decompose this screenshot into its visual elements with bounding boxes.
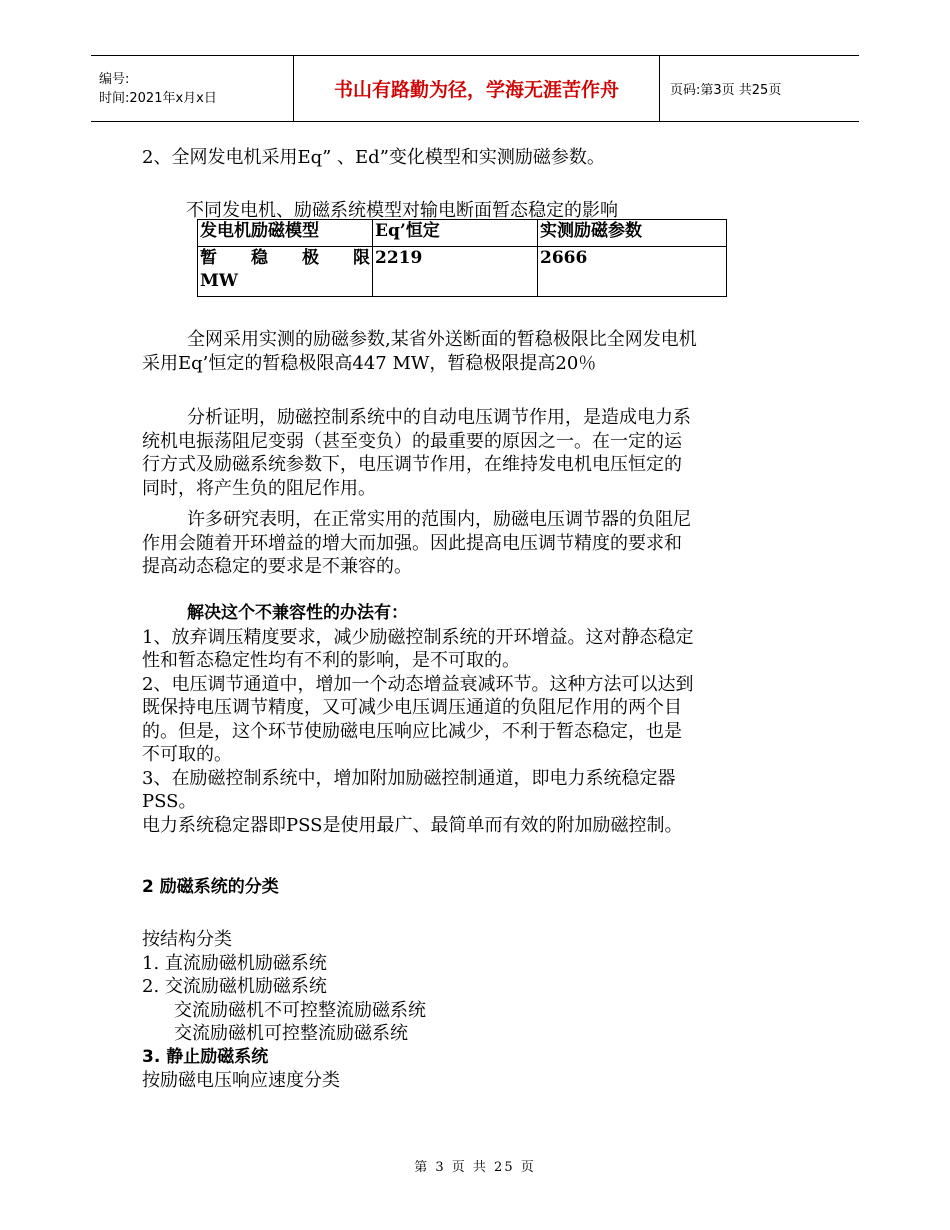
- text-line: 不可取的。: [142, 744, 232, 765]
- table-cell: 2219: [373, 247, 538, 297]
- text-line: 电力系统稳定器即PSS是使用最广、最简单而有效的附加励磁控制。: [142, 814, 683, 836]
- header-left-cell: [91, 56, 294, 122]
- paragraph-3: [142, 508, 810, 579]
- text-line: 既保持电压调节精度，又可减少电压调压通道的负阻尼作用的两个目: [142, 697, 682, 718]
- text-line: 性和暂态稳定性均有不利的影响，是不可取的。: [142, 650, 520, 671]
- text-line: PSS。: [142, 791, 197, 812]
- text-line: 行方式及励磁系统参数下，电压调节作用，在维持发电机电压恒定的: [142, 454, 682, 475]
- intro-line: [142, 146, 810, 170]
- text-line: 全网采用实测的励磁参数,某省外送断面的暂稳极限比全网发电机: [187, 329, 697, 350]
- list-subitem: 交流励磁机可控整流励磁系统: [174, 1023, 408, 1044]
- page-header: [91, 55, 859, 122]
- section-title: 2 励磁系统的分类: [142, 877, 279, 897]
- list-subitem: 交流励磁机不可控整流励磁系统: [174, 999, 426, 1021]
- text-line: 3、在励磁控制系统中，增加附加励磁控制通道，即电力系统稳定器: [142, 767, 676, 789]
- section-2: [142, 876, 810, 900]
- table-header-cell: 发电机励磁模型: [198, 220, 373, 247]
- table-header-cell: Eq’恒定: [373, 220, 538, 247]
- list-item: 1. 直流励磁机励磁系统: [142, 952, 327, 974]
- text-line: 统机电振荡阻尼变弱（甚至变负）的最重要的原因之一。在一定的运: [142, 430, 682, 452]
- row-label-char: 稳: [251, 248, 268, 268]
- intro-text: 2、全网发电机采用Eq” 、Ed”变化模型和实测励磁参数。: [142, 147, 605, 168]
- text-line: 同时，将产生负的阻尼作用。: [142, 477, 376, 499]
- table-header-row: [198, 220, 727, 247]
- row-label-char: 极: [302, 248, 319, 268]
- text-line: 2、电压调节通道中，增加一个动态增益衰减环节。这种方法可以达到: [142, 673, 694, 695]
- header-motto: 书山有路勤为径，学海无涯苦作舟: [294, 56, 660, 122]
- solutions-heading: 解决这个不兼容性的办法有：: [187, 603, 408, 623]
- text-line: 按励磁电压响应速度分类: [142, 1070, 340, 1091]
- row-label-char: 暂: [200, 248, 217, 268]
- header-page-info: 页码:第3页 共25页: [660, 56, 860, 122]
- text-line: 分析证明，励磁控制系统中的自动电压调节作用，是造成电力系: [187, 407, 691, 428]
- row-label-char: 限: [353, 248, 370, 268]
- text-line: 采用Eq’恒定的暂稳极限高447 MW，暂稳极限提高20％: [142, 352, 597, 374]
- page-footer: 第 3 页 共 25 页: [414, 1160, 536, 1175]
- text-line: 的。但是，这个环节使励磁电压响应比减少，不利于暂态稳定，也是: [142, 720, 682, 742]
- paragraph-1: [142, 328, 810, 375]
- table-row-label: [198, 247, 373, 297]
- table-header-cell: 实测励磁参数: [538, 220, 727, 247]
- text-line: 提高动态稳定的要求是不兼容的。: [142, 556, 412, 577]
- text-line: 许多研究表明，在正常实用的范围内，励磁电压调节器的负阻尼: [187, 509, 691, 530]
- table-row: [198, 247, 727, 297]
- classification-list: [142, 928, 810, 1093]
- paragraph-2: [142, 406, 810, 500]
- table-caption: 不同发电机、励磁系统模型对输电断面暂态稳定的影响: [186, 200, 618, 221]
- solutions-section: [142, 602, 810, 837]
- list-item: 3. 静止励磁系统: [142, 1046, 269, 1067]
- row-label-unit: MW: [200, 271, 238, 291]
- row-label-chars: [200, 247, 370, 270]
- text-line: 作用会随着开环增益的增大而加强。因此提高电压调节精度的要求和: [142, 532, 682, 554]
- list-item: 2. 交流励磁机励磁系统: [142, 976, 327, 997]
- table-cell: 2666: [538, 247, 727, 297]
- time-label: 时间:2021年x月x日: [99, 90, 217, 106]
- number-label: 编号:: [99, 71, 130, 87]
- stability-table: [197, 219, 727, 297]
- text-line: 按结构分类: [142, 929, 232, 950]
- text-line: 1、放弃调压精度要求，减少励磁控制系统的开环增益。这对静态稳定: [142, 626, 694, 648]
